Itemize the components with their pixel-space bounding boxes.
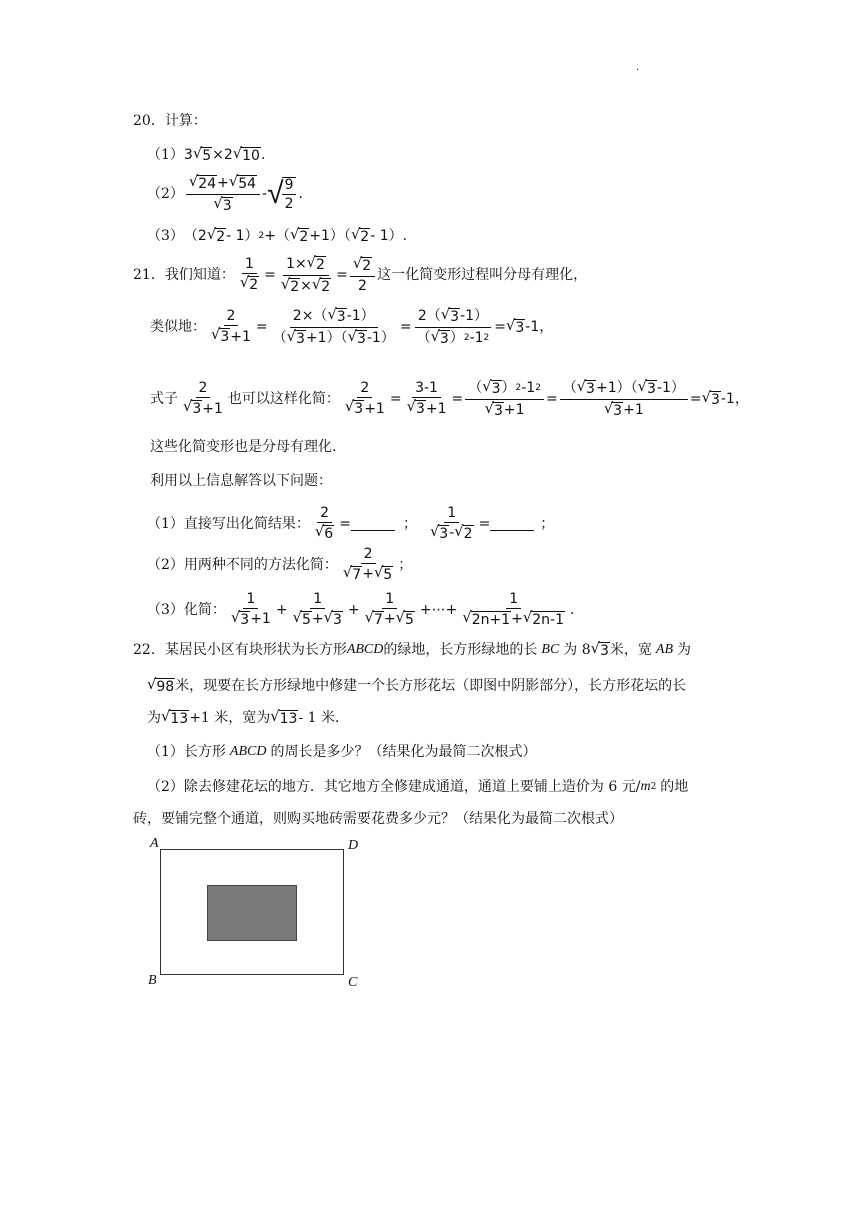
sqrt-5: √ 5: [192, 145, 212, 164]
term-n: 1 √ 2n+1 + √ 2n-1: [462, 591, 564, 628]
figure-rectangle-abcd: [160, 849, 344, 975]
q22-sub2-text: 的地: [660, 779, 689, 795]
unit-m: m: [640, 779, 651, 794]
q20-p3-c: +（: [264, 228, 291, 245]
q22-line1: [133, 642, 691, 659]
minus-sign: -: [262, 186, 268, 203]
frac-2-sqrt3plus1: 2 √ 3 +1: [183, 380, 223, 418]
equals-sign: =: [389, 391, 402, 408]
q20-p2-sqrt-fraction: $\frac{9}{2}$: [282, 177, 297, 211]
equals-sign: =: [545, 391, 558, 408]
equals-sign: =: [494, 319, 507, 336]
frac-2-sqrt3plus1: 2 √ 3 +1: [344, 380, 385, 418]
q22-line3: [147, 710, 349, 727]
ellipsis: +⋯+: [419, 601, 458, 618]
q21-use: 利用以上信息解答以下问题：: [150, 473, 332, 489]
q22-text: +1 米，宽为: [189, 710, 271, 727]
q21-sub3-label: （3）化简：: [147, 601, 226, 618]
q22-line2: [147, 678, 686, 695]
vertex-d: D: [348, 838, 359, 853]
q22-number: 22．: [133, 642, 165, 659]
q21-form: [150, 380, 749, 418]
q21-intro-text: 我们知道：: [164, 267, 235, 284]
sqrt-13: √ 13: [270, 708, 298, 727]
sqrt-3: √ 3: [701, 388, 720, 408]
frac-1-sqrt3-minus-sqrt2: 1 √ 3 - √ 2: [429, 505, 473, 542]
sqrt-2: √ 2: [290, 226, 309, 245]
answer-blank-1[interactable]: [351, 516, 395, 531]
rect-name: ABCD: [346, 642, 384, 658]
q22-sub2: （2）除去修建花坛的地方．其它地方全修建成通道，通道上要铺上造价为 6 元/ m 2 的地: [147, 779, 689, 795]
q20-p3-b: - 1）: [226, 228, 259, 245]
frac-diff-squares: （ √ 3 ） 2 -1 2 √ 3 +1: [465, 380, 544, 418]
side-ab: AB: [655, 642, 674, 658]
equals-sign: =: [264, 267, 276, 284]
q20-part2: [147, 175, 303, 213]
q22-text: - 1 米．: [298, 710, 350, 727]
sqrt-3: √ 3: [590, 640, 609, 659]
frac-1-sqrt2: 1 √ 2: [239, 256, 259, 294]
q20-p3-d: +1）（: [309, 228, 351, 245]
equals-sign: =: [399, 319, 412, 336]
q21-form-pre: 式子: [150, 391, 178, 408]
q21-sub1-label: （1）直接写出化简结果：: [147, 515, 310, 532]
q21-similar: [150, 308, 553, 346]
frac-conjugate: 2×（ √ 3 -1） （ √ 3 +1）（ √ 3 -1）: [272, 306, 395, 347]
q21-sub2-label: （2）用两种不同的方法化简：: [147, 556, 338, 573]
q21-intro: [133, 256, 587, 294]
q22-text: 为: [677, 642, 692, 659]
q21-e2-tail: -1，: [525, 319, 554, 336]
q20-p1-coef: 3: [183, 147, 193, 164]
q22-sub2-text: （2）除去修建花坛的地方．其它地方全修建成通道，通道上要铺上造价为 6 元/: [147, 779, 641, 795]
q20-part1-label: （1）: [147, 147, 184, 164]
equals-sign: =: [478, 515, 491, 532]
equals-sign: =: [336, 267, 348, 284]
q21-intro-tail: 这一化简变形过程叫分母有理化，: [377, 267, 588, 284]
q21-form-mid: 也可以这样化简：: [227, 391, 340, 408]
frac-squared: 2（ √ 3 -1） （ √ 3 ） 2 -1 2: [416, 306, 490, 347]
q20-p1-end: .: [260, 147, 266, 164]
q21-sub3: [147, 592, 574, 628]
q21-s3-end: .: [570, 601, 575, 618]
sqrt-54: √ 54: [228, 173, 257, 192]
q21-e3-tail: -1，: [720, 391, 749, 408]
vertex-a: A: [150, 836, 159, 851]
sqrt-3: √ 3: [213, 194, 232, 214]
frac-2-sqrt7-plus-sqrt5: 2 √ 7 + √ 5: [342, 546, 393, 583]
term-1: 1 √ 3 +1: [230, 591, 271, 628]
q20-part2-label: （2）: [147, 186, 184, 203]
sqrt-98: √ 98: [147, 676, 175, 695]
header-dot: .: [636, 62, 640, 73]
term-3: 1 √ 7 + √ 5: [364, 591, 414, 628]
q20-p3-a: （2: [183, 228, 207, 245]
q21-similar-text: 类似地：: [150, 319, 206, 336]
q22-text: 为: [147, 710, 161, 727]
sqrt-2: √ 2: [206, 226, 226, 245]
side-bc: BC: [541, 642, 560, 658]
q20-part3: （3） （2 √ 2 - 1） 2 +（ √ 2 +1）（ √ 2 - 1）.: [147, 226, 408, 245]
sqrt-13: √ 13: [161, 708, 189, 727]
plus-sign: +: [217, 175, 229, 192]
q22-text: 为 8: [563, 642, 591, 659]
q22-sub1-label: （1）长方形: [147, 744, 226, 760]
radical-sign: √: [267, 176, 284, 212]
q22-text: 米，现要在长方形绿地中修建一个长方形花坛（即图中阴影部分），长方形花坛的长: [175, 678, 687, 695]
q22-sub2-cont: [133, 812, 623, 826]
q21-sub2: [147, 547, 412, 583]
frac-expanded: 1× √ 2 √ 2 × √ 2: [280, 254, 331, 295]
vertex-c: C: [348, 975, 358, 990]
q20-p3-e: - 1）.: [370, 228, 408, 245]
plus-sign: +: [347, 601, 360, 618]
sqrt-2: √ 2: [350, 226, 370, 245]
q20-part1: [147, 147, 265, 164]
flower-bed-shaded: [207, 885, 297, 941]
q22-sub1-text: 的周长是多少？（结果化为最简二次根式）: [270, 744, 537, 760]
frac-2-sqrt6: 2 √ 6: [314, 505, 334, 542]
equals-sign: =: [339, 515, 351, 532]
sqrt-24: √ 24: [188, 173, 217, 192]
frac-3minus1: 3-1 √ 3 +1: [406, 380, 447, 418]
separator: ；: [402, 515, 417, 532]
q20-number: 20．: [133, 113, 165, 129]
sqrt-3: √ 3: [506, 316, 525, 336]
q22-sub2-text: 砖，要铺完整个通道，则购买地砖需要花费多少元？（结果化为最简二次根式）: [133, 811, 623, 827]
vertex-b: B: [148, 973, 157, 988]
q21-s2-end: ；: [398, 556, 413, 573]
q22-sub1: [147, 745, 536, 759]
q21-number: 21．: [133, 267, 165, 284]
q20-title: [133, 114, 207, 128]
q20-p2-fraction: [186, 175, 260, 213]
q21-note: 这些化简变形也是分母有理化．: [150, 439, 346, 455]
q20-part3-label: （3）: [147, 228, 184, 245]
plus-sign: +: [275, 601, 288, 618]
q20-p2-end: .: [298, 186, 303, 203]
equals-sign: =: [255, 319, 268, 336]
frac-2-sqrt3plus1: 2 √ 3 +1: [211, 308, 251, 346]
q20-p1-times: ×2: [212, 147, 233, 164]
q20-title-text: 计算：: [164, 113, 207, 129]
term-2: 1 √ 5 + √ 3: [292, 591, 342, 628]
answer-blank-2[interactable]: [490, 516, 534, 531]
frac-factored: （ √ 3 +1）（ √ 3 -1） √ 3 +1: [560, 380, 688, 418]
equals-sign: =: [689, 391, 702, 408]
rect-name: ABCD: [229, 744, 267, 759]
q21-sub1: [147, 506, 554, 542]
q22-text: 某居民小区有块形状为长方形: [164, 642, 347, 659]
sqrt-10: √ 10: [232, 145, 260, 164]
q22-text: 米，宽: [609, 642, 652, 659]
frac-result: √ 2 2: [350, 257, 375, 293]
q21-s1-end: ；: [540, 515, 555, 532]
q22-text: 的绿地，长方形绿地的长: [383, 642, 538, 659]
equals-sign: =: [451, 391, 464, 408]
